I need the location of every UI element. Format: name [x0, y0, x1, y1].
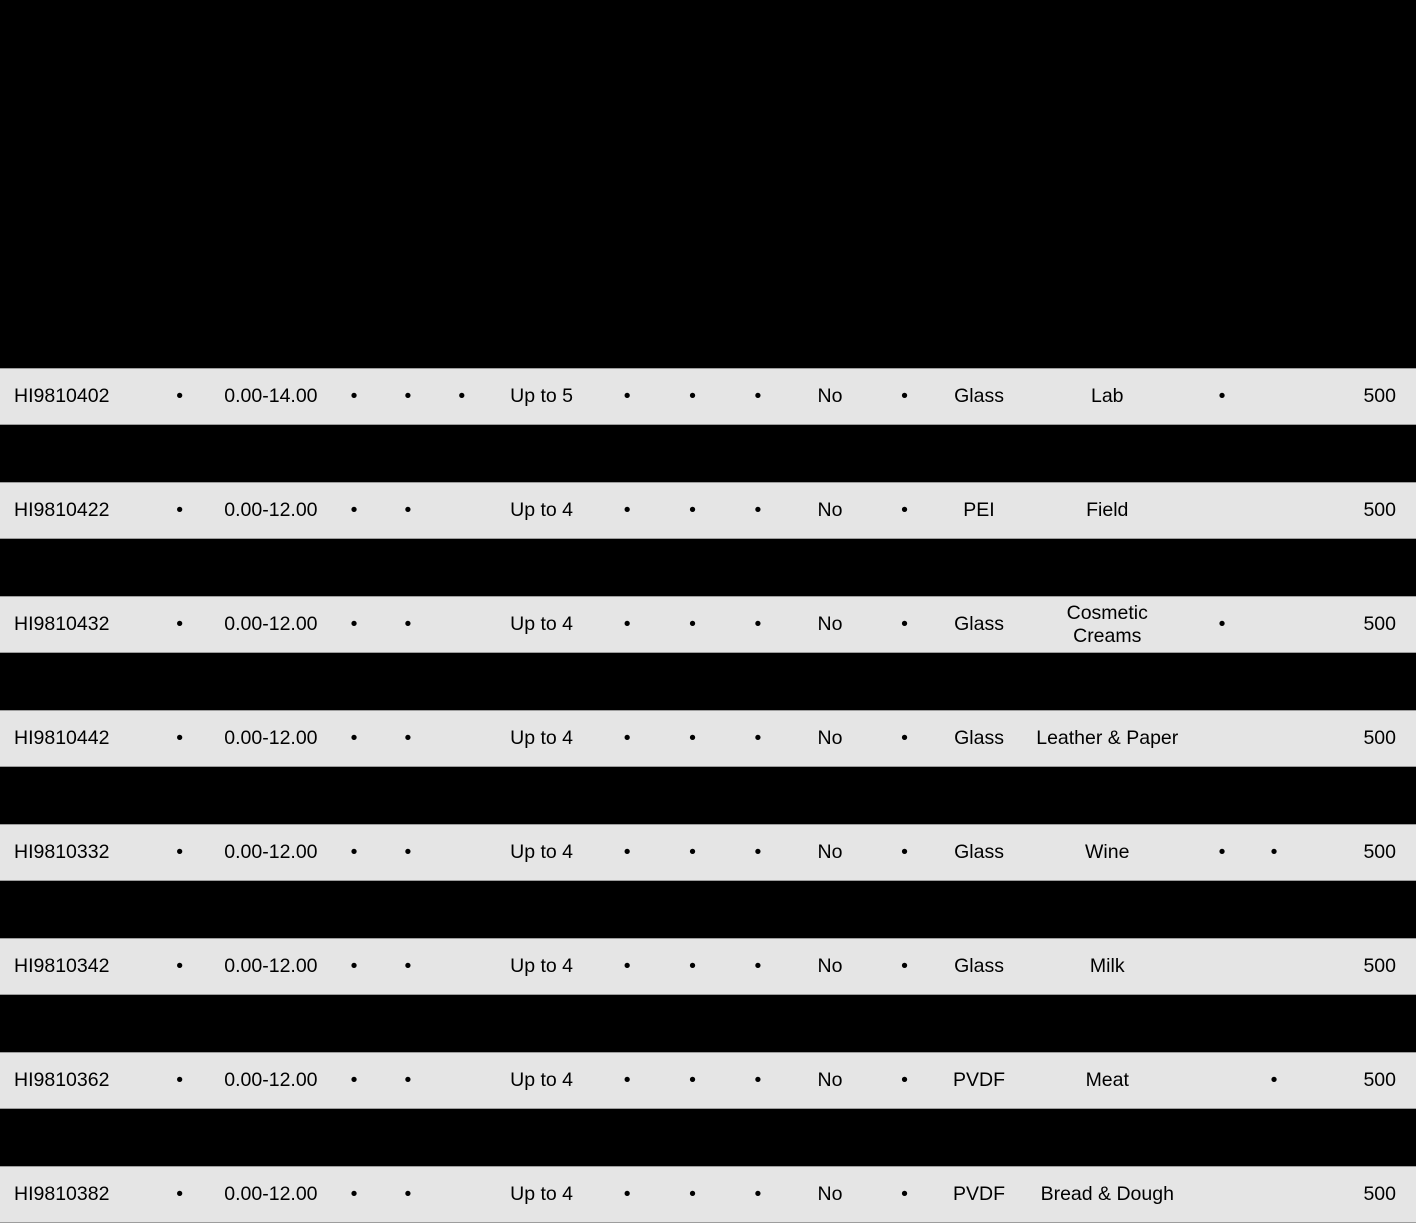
cell-model: HI9810402	[14, 385, 110, 408]
row-separator	[0, 881, 1416, 938]
cell-application-line-1: Cosmetic	[1066, 601, 1148, 624]
cell-dot-2: •	[350, 1069, 358, 1092]
cell-body-material: Glass	[954, 613, 1004, 636]
table-row[interactable]	[0, 1166, 1416, 1223]
cell-dot-7: •	[754, 727, 762, 750]
cell-calibration-points: Up to 4	[510, 499, 574, 522]
cell-ph-range: 0.00-12.00	[224, 1183, 318, 1206]
cell-application: Meat	[1085, 1069, 1129, 1092]
cell-calibration-points: Up to 5	[510, 385, 574, 408]
cell-body-material: Glass	[954, 841, 1004, 864]
cell-dot-2: •	[350, 841, 358, 864]
cell-ph-range: 0.00-12.00	[224, 955, 318, 978]
top-blank-area	[0, 0, 1416, 368]
cell-usb: No	[817, 955, 843, 978]
cell-usb: No	[817, 385, 843, 408]
cell-application: Lab	[1090, 385, 1124, 408]
cell-dot-5: •	[623, 385, 631, 408]
cell-log-records: 500	[1363, 841, 1396, 864]
cell-ph-range: 0.00-12.00	[224, 613, 318, 636]
cell-body-material: PVDF	[953, 1069, 1006, 1092]
cell-dot-6: •	[689, 499, 696, 522]
cell-application: Field	[1086, 499, 1129, 522]
cell-log-records: 500	[1363, 613, 1396, 636]
cell-log-records: 500	[1363, 385, 1396, 408]
cell-usb: No	[817, 1183, 843, 1206]
cell-ph-range: 0.00-14.00	[224, 385, 318, 408]
cell-calibration-points: Up to 4	[510, 1183, 574, 1206]
cell-dot-1: •	[176, 955, 184, 978]
cell-dot-7: •	[754, 499, 762, 522]
cell-dot-3: •	[404, 385, 412, 408]
cell-dot-3: •	[404, 727, 412, 750]
cell-dot-6: •	[689, 1069, 696, 1092]
cell-dot-8: •	[901, 499, 908, 522]
cell-dot-8: •	[901, 1069, 908, 1092]
cell-application: Milk	[1089, 955, 1125, 978]
cell-model: HI9810382	[14, 1183, 110, 1206]
cell-log-records: 500	[1363, 499, 1396, 522]
cell-dot-1: •	[176, 1183, 184, 1206]
cell-dot-7: •	[754, 955, 762, 978]
cell-dot-3: •	[404, 955, 412, 978]
cell-dot-3: •	[404, 613, 412, 636]
cell-dot-1: •	[176, 385, 184, 408]
table-row[interactable]	[0, 710, 1416, 767]
cell-dot-6: •	[689, 727, 696, 750]
cell-dot-3: •	[404, 499, 412, 522]
cell-model: HI9810342	[14, 955, 110, 978]
cell-application	[1018, 602, 1196, 648]
cell-dot-5: •	[623, 499, 631, 522]
cell-dot-1: •	[176, 727, 184, 750]
cell-usb: No	[817, 499, 843, 522]
cell-ph-range: 0.00-12.00	[224, 841, 318, 864]
cell-dot-6: •	[689, 613, 696, 636]
cell-dot-8: •	[901, 727, 908, 750]
cell-dot-1: •	[176, 613, 184, 636]
cell-application-line-2: Creams	[1073, 624, 1142, 647]
cell-dot-8: •	[901, 955, 908, 978]
cell-dot-7: •	[754, 1183, 762, 1206]
cell-dot-8: •	[901, 841, 908, 864]
cell-log-records: 500	[1363, 1069, 1396, 1092]
cell-body-material: Glass	[954, 955, 1004, 978]
cell-usb: No	[817, 1069, 843, 1092]
row-separator	[0, 539, 1416, 596]
table-row[interactable]	[0, 368, 1416, 425]
cell-dot-3: •	[404, 841, 412, 864]
cell-dot-3: •	[404, 1183, 412, 1206]
cell-model: HI9810432	[14, 613, 110, 636]
cell-dot-6: •	[689, 841, 696, 864]
cell-body-material: PVDF	[953, 1183, 1006, 1206]
cell-dot-2: •	[350, 955, 358, 978]
cell-application: Bread & Dough	[1040, 1183, 1174, 1206]
table-row[interactable]	[0, 482, 1416, 539]
cell-calibration-points: Up to 4	[510, 613, 574, 636]
cell-dot-7: •	[754, 613, 762, 636]
cell-dot-8: •	[901, 385, 908, 408]
cell-dot-4: •	[458, 385, 466, 408]
cell-dot-2: •	[350, 613, 358, 636]
cell-calibration-points: Up to 4	[510, 1069, 574, 1092]
row-separator	[0, 653, 1416, 710]
cell-dot-8: •	[901, 613, 908, 636]
cell-calibration-points: Up to 4	[510, 727, 574, 750]
cell-dot-6: •	[689, 955, 696, 978]
cell-log-records: 500	[1363, 955, 1396, 978]
cell-usb: No	[817, 613, 843, 636]
cell-dot-10: •	[1270, 1069, 1278, 1092]
row-separator	[0, 767, 1416, 824]
cell-dot-9: •	[1218, 613, 1226, 636]
cell-log-records: 500	[1363, 727, 1396, 750]
cell-body-material: PEI	[963, 499, 995, 522]
cell-dot-1: •	[176, 1069, 184, 1092]
cell-ph-range: 0.00-12.00	[224, 1069, 318, 1092]
cell-dot-5: •	[623, 613, 631, 636]
cell-dot-3: •	[404, 1069, 412, 1092]
cell-dot-10: •	[1270, 841, 1278, 864]
cell-model: HI9810332	[14, 841, 110, 864]
cell-model: HI9810422	[14, 499, 110, 522]
cell-body-material: Glass	[954, 385, 1004, 408]
cell-dot-7: •	[754, 841, 762, 864]
cell-dot-5: •	[623, 841, 631, 864]
cell-application: Leather & Paper	[1036, 727, 1179, 750]
table-row[interactable]	[0, 596, 1416, 653]
cell-dot-6: •	[689, 1183, 696, 1206]
cell-dot-5: •	[623, 727, 631, 750]
cell-log-records: 500	[1363, 1183, 1396, 1206]
cell-dot-2: •	[350, 385, 358, 408]
cell-dot-2: •	[350, 727, 358, 750]
cell-dot-5: •	[623, 955, 631, 978]
cell-usb: No	[817, 841, 843, 864]
cell-usb: No	[817, 727, 843, 750]
cell-dot-7: •	[754, 1069, 762, 1092]
cell-dot-9: •	[1218, 385, 1226, 408]
cell-dot-1: •	[176, 841, 184, 864]
cell-dot-9: •	[1218, 841, 1226, 864]
cell-dot-6: •	[689, 385, 696, 408]
cell-dot-7: •	[754, 385, 762, 408]
cell-application: Wine	[1085, 841, 1130, 864]
table-row[interactable]	[0, 824, 1416, 881]
cell-dot-1: •	[176, 499, 184, 522]
row-separator	[0, 995, 1416, 1052]
cell-ph-range: 0.00-12.00	[224, 727, 318, 750]
cell-dot-2: •	[350, 1183, 358, 1206]
cell-calibration-points: Up to 4	[510, 955, 574, 978]
cell-ph-range: 0.00-12.00	[224, 499, 318, 522]
cell-dot-5: •	[623, 1069, 631, 1092]
cell-model: HI9810362	[14, 1069, 110, 1092]
cell-model: HI9810442	[14, 727, 110, 750]
table-row[interactable]	[0, 1052, 1416, 1109]
cell-dot-8: •	[901, 1183, 908, 1206]
row-separator	[0, 425, 1416, 482]
cell-dot-2: •	[350, 499, 358, 522]
cell-dot-5: •	[623, 1183, 631, 1206]
table-row[interactable]	[0, 938, 1416, 995]
row-separator	[0, 1109, 1416, 1166]
cell-body-material: Glass	[954, 727, 1004, 750]
cell-calibration-points: Up to 4	[510, 841, 574, 864]
